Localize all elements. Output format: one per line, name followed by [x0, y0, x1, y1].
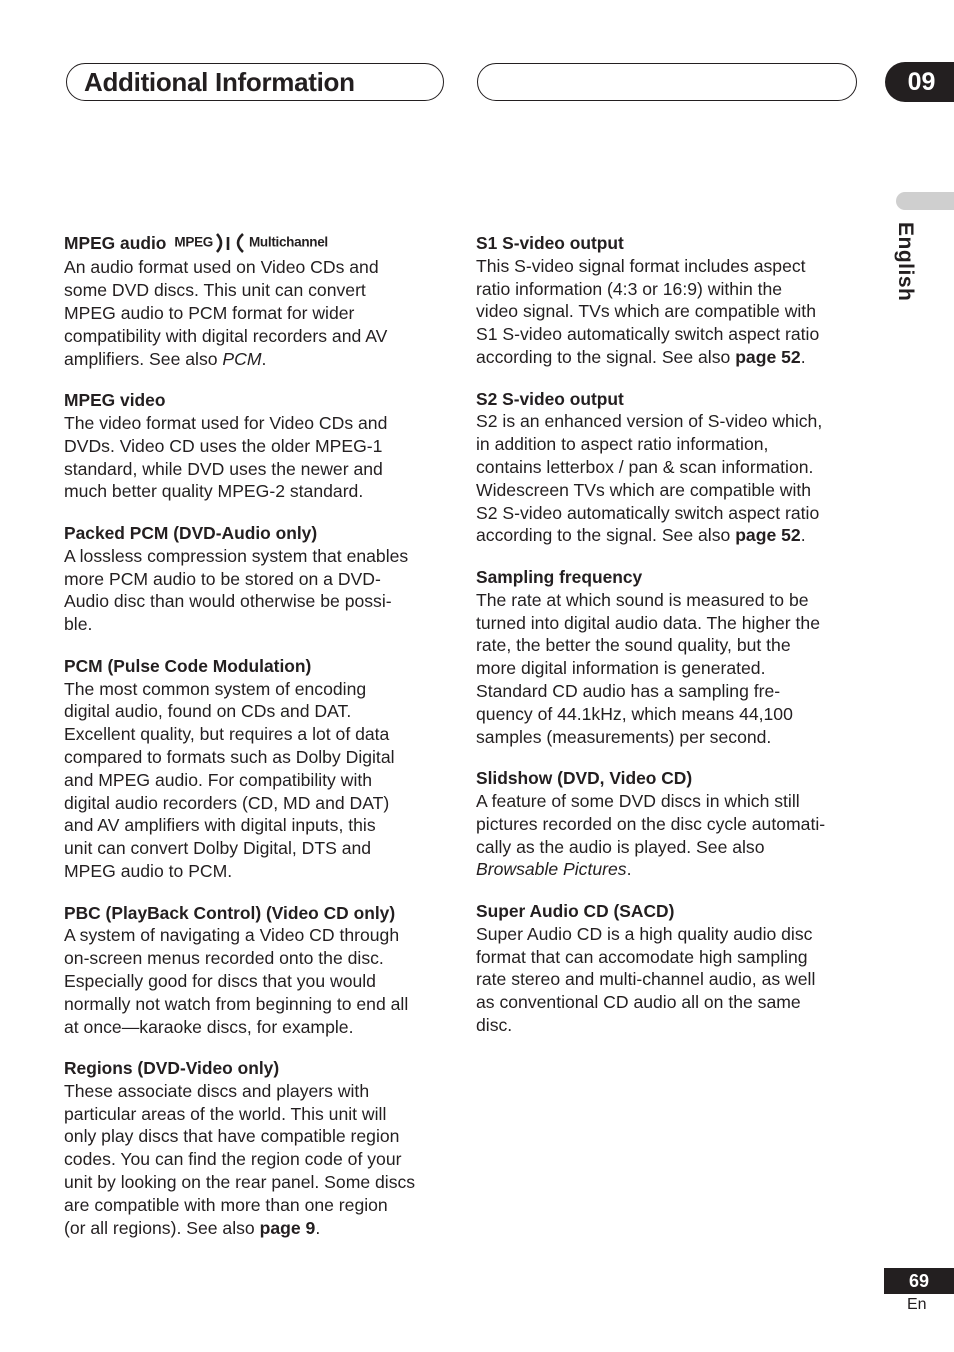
- glossary-entry: [64, 389, 448, 503]
- glossary-term: [64, 232, 448, 256]
- definition-tail: .: [800, 525, 806, 546]
- glossary-term: [476, 767, 862, 790]
- glossary-term-text: S2 S-video output: [476, 388, 624, 409]
- definition-line: on-screen menus recorded onto the disc.: [64, 948, 384, 969]
- mpeg-logo-text: MPEG: [174, 234, 213, 250]
- chapter-number-tab: 09: [885, 62, 954, 102]
- language-label: English: [894, 222, 917, 302]
- definition-line: ratio information (4:3 or 16:9) within the: [476, 278, 783, 299]
- definition-line: samples (measurements) per second.: [476, 726, 772, 747]
- definition-line: digital audio recorders (CD, MD and DAT): [64, 792, 390, 813]
- definition-line: more digital information is generated.: [476, 658, 766, 679]
- glossary-term-text: PBC (PlayBack Control) (Video CD only): [64, 902, 396, 923]
- glossary-definition: [476, 589, 862, 749]
- definition-line: only play discs that have compatible region: [64, 1126, 400, 1147]
- language-tab-marker: [896, 192, 954, 210]
- glossary-definition: [476, 255, 862, 369]
- definition-line: cally as the audio is played. See also: [476, 836, 765, 857]
- definition-line: as conventional CD audio all on the same: [476, 992, 801, 1013]
- glossary-column-left: [64, 232, 448, 1258]
- glossary-definition: [64, 545, 448, 636]
- definition-line: more PCM audio to be stored on a DVD-: [64, 568, 381, 589]
- definition-line: according to the signal. See also: [476, 525, 736, 546]
- cross-reference-term: PCM: [222, 348, 262, 369]
- glossary-definition: [476, 923, 862, 1037]
- definition-line: are compatible with more than one region: [64, 1194, 388, 1215]
- definition-line: Audio disc than would otherwise be possi-: [64, 591, 392, 612]
- definition-line: MPEG audio to PCM.: [64, 860, 233, 881]
- definition-line: ble.: [64, 614, 93, 635]
- definition-line: according to the signal. See also: [476, 346, 736, 367]
- glossary-term-text: PCM (Pulse Code Modulation): [64, 655, 312, 676]
- definition-line: codes. You can find the region code of your: [64, 1149, 402, 1170]
- glossary-entry: [476, 388, 862, 548]
- definition-line: MPEG audio to PCM format for wider: [64, 303, 355, 323]
- glossary-term-text: Regions (DVD-Video only): [64, 1058, 280, 1079]
- glossary-definition: [64, 678, 448, 883]
- glossary-entry: [476, 566, 862, 748]
- cross-reference-term: Browsable Pictures: [476, 859, 627, 880]
- glossary-entry: [476, 232, 862, 369]
- glossary-definition: [64, 924, 448, 1038]
- glossary-term: [64, 389, 448, 412]
- definition-line: at once—karaoke discs, for example.: [64, 1016, 354, 1037]
- definition-line: unit by looking on the rear panel. Some discs: [64, 1172, 416, 1193]
- definition-line: S1 S-video automatically switch aspect ratio: [476, 324, 820, 345]
- glossary-term: [476, 388, 862, 411]
- definition-line: format that can accomodate high sampling: [476, 946, 808, 967]
- glossary-entry: [64, 655, 448, 883]
- definition-line: rate stereo and multi-channel audio, as well: [476, 969, 816, 990]
- page-reference: page 52: [735, 525, 801, 546]
- definition-line: The most common system of encoding: [64, 678, 367, 699]
- glossary-term-text: S1 S-video output: [476, 233, 624, 253]
- definition-line: particular areas of the world. This unit will: [64, 1103, 387, 1124]
- glossary-definition: [476, 410, 862, 547]
- definition-line: turned into digital audio data. The higher the: [476, 612, 820, 633]
- definition-line: rate, the better the sound quality, but the: [476, 635, 791, 656]
- page-number: 69: [884, 1268, 954, 1294]
- definition-line: pictures recorded on the disc cycle automati-: [476, 813, 826, 834]
- glossary-term-text: Sampling frequency: [476, 566, 643, 587]
- definition-tail: .: [315, 1217, 321, 1238]
- definition-line: This S-video signal format includes aspect: [476, 255, 806, 276]
- page-reference: page 52: [735, 346, 801, 367]
- glossary-term-text: Packed PCM (DVD-Audio only): [64, 522, 318, 543]
- glossary-entry: [64, 522, 448, 636]
- definition-line: The video format used for Video CDs and: [64, 412, 388, 433]
- definition-line: quency of 44.1kHz, which means 44,100: [476, 703, 793, 724]
- definition-line: A system of navigating a Video CD through: [64, 925, 400, 946]
- definition-line: (or all regions). See also: [64, 1217, 260, 1238]
- definition-line: S2 is an enhanced version of S-video which,: [476, 411, 823, 432]
- definition-line: normally not watch from beginning to end all: [64, 993, 409, 1014]
- definition-line: S2 S-video automatically switch aspect ratio: [476, 502, 820, 523]
- mpeg-logo-text: Multichannel: [248, 234, 328, 250]
- page-reference: page 9: [259, 1217, 316, 1238]
- glossary-term: [64, 655, 448, 678]
- definition-line: DVDs. Video CD uses the older MPEG-1: [64, 435, 383, 456]
- definition-line: disc.: [476, 1014, 513, 1035]
- glossary-entry: [64, 232, 448, 370]
- definition-line: Super Audio CD is a high quality audio disc: [476, 923, 813, 944]
- page-language-code: En: [907, 1296, 927, 1313]
- glossary-term: [476, 900, 862, 923]
- glossary-definition: [64, 256, 448, 370]
- glossary-entry: [64, 902, 448, 1039]
- definition-tail: .: [261, 348, 267, 369]
- glossary-term-text: MPEG audio: [64, 233, 167, 253]
- multichannel-icon: [214, 231, 246, 255]
- glossary-definition: [476, 790, 862, 881]
- definition-line: Widescreen TVs which are compatible with: [476, 479, 812, 500]
- glossary-entry: [64, 1057, 448, 1239]
- definition-line: An audio format used on Video CDs and: [64, 257, 379, 278]
- definition-line: compatibility with digital recorders and AV: [64, 325, 388, 346]
- glossary-term: [64, 522, 448, 545]
- definition-line: and MPEG audio. For compatibility with: [64, 769, 373, 790]
- definition-line: These associate discs and players with: [64, 1080, 370, 1101]
- glossary-term: [64, 1057, 448, 1080]
- glossary-term-text: MPEG video: [64, 390, 166, 411]
- glossary-column-right: [476, 232, 862, 1055]
- definition-line: much better quality MPEG-2 standard.: [64, 481, 364, 502]
- glossary-term: [476, 566, 862, 589]
- definition-line: video signal. TVs which are compatible with: [476, 301, 816, 322]
- definition-line: standard, while DVD uses the newer and: [64, 458, 383, 479]
- header-blank-frame: [477, 63, 857, 101]
- mpeg-multichannel-logo: [174, 231, 327, 255]
- definition-line: some DVD discs. This unit can convert: [64, 280, 366, 301]
- definition-line: Especially good for discs that you would: [64, 970, 376, 991]
- definition-line: Standard CD audio has a sampling fre-: [476, 680, 781, 701]
- glossary-term: [476, 232, 862, 255]
- page-title: Additional Information: [84, 67, 355, 97]
- definition-line: The rate at which sound is measured to be: [476, 589, 809, 610]
- glossary-definition: [64, 1080, 448, 1240]
- definition-line: compared to formats such as Dolby Digital: [64, 746, 395, 767]
- glossary-entry: [476, 767, 862, 881]
- definition-tail: .: [800, 346, 806, 367]
- definition-line: digital audio, found on CDs and DAT.: [64, 701, 352, 722]
- glossary-term-text: Slidshow (DVD, Video CD): [476, 768, 693, 789]
- definition-line: and AV amplifiers with digital inputs, this: [64, 815, 376, 836]
- definition-line: unit can convert Dolby Digital, DTS and: [64, 838, 372, 859]
- definition-line: A lossless compression system that enables: [64, 545, 409, 566]
- glossary-definition: [64, 412, 448, 503]
- glossary-term: [64, 902, 448, 925]
- definition-tail: .: [626, 859, 632, 880]
- definition-line: A feature of some DVD discs in which still: [476, 790, 800, 811]
- definition-line: Excellent quality, but requires a lot of data: [64, 724, 390, 745]
- glossary-entry: [476, 900, 862, 1037]
- definition-line: contains letterbox / pan & scan information.: [476, 456, 814, 477]
- definition-line: in addition to aspect ratio information,: [476, 434, 769, 455]
- definition-line: amplifiers. See also: [64, 348, 223, 369]
- glossary-term-text: Super Audio CD (SACD): [476, 900, 675, 921]
